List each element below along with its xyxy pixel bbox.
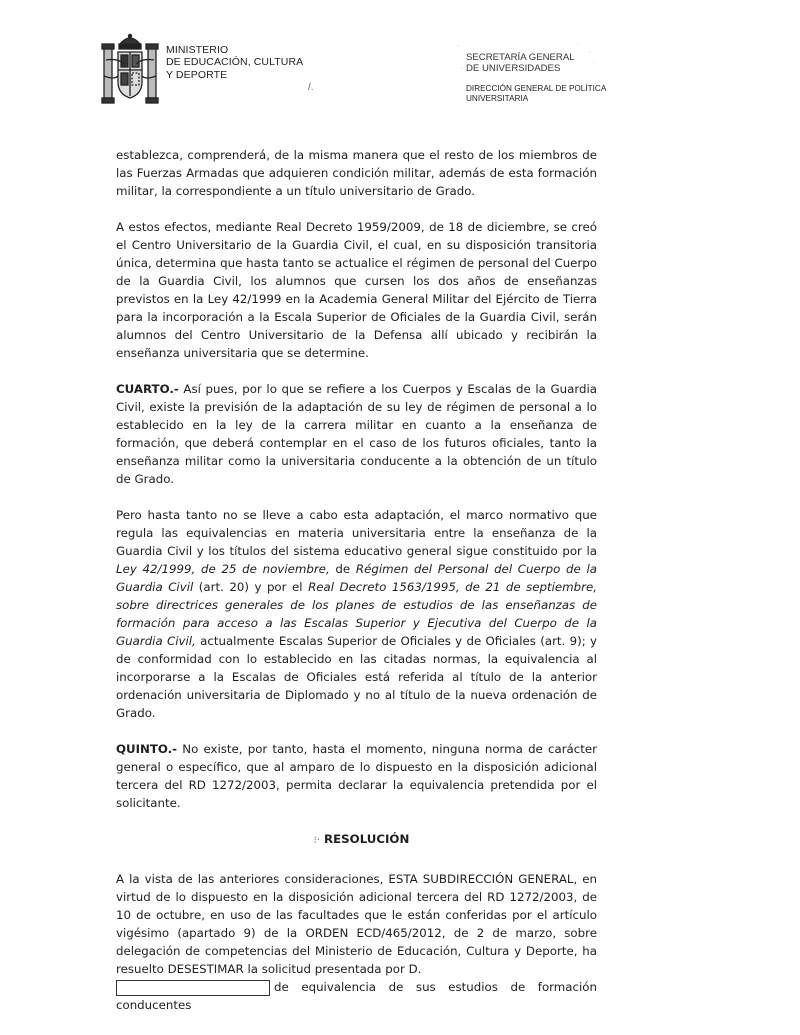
section-label: QUINTO.- <box>116 742 178 756</box>
secretaria-general <box>466 52 575 74</box>
section-heading <box>116 830 597 850</box>
direccion-line: UNIVERSITARIA <box>466 93 529 103</box>
ministry-name <box>166 44 303 81</box>
law-citation: Ley 42/1999, de 25 de noviembre, <box>116 562 330 576</box>
law-citation: Régimen del Personal del Cuerpo de la Guardia Civil <box>116 562 598 594</box>
paragraph <box>116 506 597 722</box>
paragraph: establezca, comprenderá, de la misma manera que el resto de los miembros de las Fuerzas Armadas que adquieren condición militar, además de esta formación militar, la correspondiente a un título universitario de Grado. <box>116 148 597 198</box>
law-citation: Real Decreto 1563/1995, de 21 de septiembre, sobre directrices generales de los planes de estudios de las enseñanzas de formación para acceso a las Escalas Superior y Ejecutiva del Cuerpo de la Guardia Civil, <box>116 580 598 648</box>
redacted-name-box <box>116 980 270 996</box>
paragraph-text: (art. 20) y por el <box>193 580 309 594</box>
paragraph-text: No existe, por tanto, hasta el momento, ninguna norma de carácter general o específico, que al amparo de lo dispuesto en la disposición adicional tercera del RD 1272/2003, permita declarar la equivalencia pretendida por el solicitante. <box>116 742 597 810</box>
coat-of-arms-icon <box>98 30 162 110</box>
ministry-line: DE EDUCACIÓN, CULTURA <box>166 56 304 69</box>
direccion-general <box>466 84 606 104</box>
ministry-line: Y DEPORTE <box>166 68 228 81</box>
paragraph <box>116 380 597 488</box>
paragraph <box>116 740 597 812</box>
paragraph-text: actualmente Escalas Superior de Oficiales y de Oficiales (art. 9); y de conformidad con lo establecido en las citadas normas, la equivalencia al incorporarse a la Escalas de Oficiales está referida al título de la anterior ordenación universitaria de Diplomado y no al título de la nueva ordenación de Grado. <box>116 634 597 720</box>
paragraph-text: de <box>329 562 356 576</box>
stray-mark: /. <box>308 82 314 93</box>
direccion-line: DIRECCIÓN GENERAL DE POLÍTICA <box>466 84 607 93</box>
heading-text: RESOLUCIÓN <box>324 832 410 846</box>
ministry-line: MINISTERIO <box>166 44 229 56</box>
document-body <box>116 146 597 1032</box>
paragraph-text: Así pues, por lo que se refiere a los Cuerpos y Escalas de la Guardia Civil, existe la previsión de la adaptación de su ley de régimen de personal a lo establecido en la ley de la carrera militar en cuanto a la enseñanza de formación, que deberá contemplar en el caso de los futuros oficiales, tanto la enseñanza militar como la universitaria conducente a la obtención de un título de Grado. <box>116 382 597 486</box>
paragraph-text: de equivalencia de sus estudios de formación conducentes <box>116 980 597 1012</box>
secretaria-line: DE UNIVERSIDADES <box>466 63 561 75</box>
stray-mark: ⁝· <box>313 835 321 846</box>
section-label: CUARTO.- <box>116 382 179 396</box>
paragraph-text: Pero hasta tanto no se lleve a cabo esta adaptación, el marco normativo que regula las equivalencias en materia universitaria entre la enseñanza de la Guardia Civil y los títulos del sistema educativo general sigue constituido por la <box>116 508 597 558</box>
secretaria-line: SECRETARÍA GENERAL <box>466 52 575 63</box>
paragraph: A la vista de las anteriores consideraciones, ESTA SUBDIRECCIÓN GENERAL, en virtud de lo dispuesto en la disposición adicional tercera del RD 1272/2003, de 10 de octubre, en uso de las facultades que le están conferidas por el artículo vigésimo (apartado 9) de la ORDEN ECD/465/2012, de 2 de marzo, sobre delegación de competencias del Ministerio de Educación, Cultura y Deporte, ha resuelto DESESTIMAR la solicitud presentada por D. <box>116 872 597 976</box>
paragraph <box>116 978 597 1014</box>
paragraph: A estos efectos, mediante Real Decreto 1959/2009, de 18 de diciembre, se creó el Centro Universitario de la Guardia Civil, el cual, en su disposición transitoria única, determina que hasta tanto se actualice el régimen de personal del Cuerpo de la Guardia Civil, los alumnos que cursen los dos años de enseñanzas previstos en la Ley 42/1999 en la Academia General Militar del Ejército de Tierra para la incorporación a la Escala Superior de Oficiales de la Guardia Civil, serán alumnos del Centro Universitario de la Defensa allí ubicado y recibirán la enseñanza universitaria que se determine. <box>116 220 597 360</box>
